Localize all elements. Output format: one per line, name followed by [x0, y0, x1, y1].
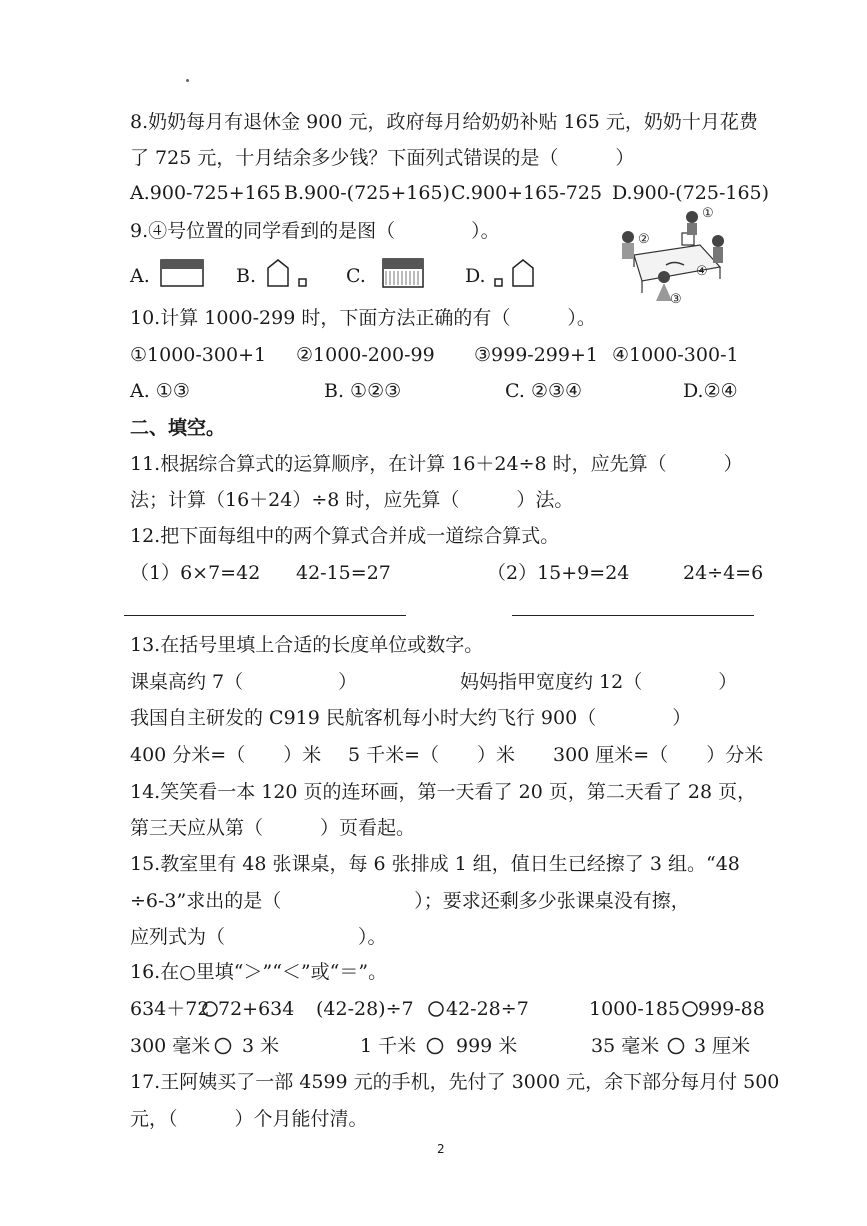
q8-option-b: B.900-(725+165) [284, 182, 450, 204]
q16-r2c-left: 35 毫米 [591, 1035, 660, 1057]
svg-text:③: ③ [670, 292, 682, 307]
q12-text: 12.把下面每组中的两个算式合并成一道综合算式。 [130, 525, 560, 547]
q12-group2-a: （2）15+9=24 [487, 562, 630, 584]
q8-option-d: D.900-(725-165) [612, 182, 770, 204]
q13-item-c: 我国自主研发的 C919 民航客机每小时大约飞行 900（ ） [130, 707, 692, 729]
q16-r1a-left: 634＋72 [130, 998, 210, 1020]
q15-line2: ÷6-3”求出的是（ ）；要求还剩多少张课桌没有擦， [130, 890, 690, 912]
q13-item-f: 300 厘米=（ ）分米 [553, 744, 764, 766]
q15-line3: 应列式为（ ）。 [130, 926, 387, 948]
q16-r1c-left: 1000-185 [589, 998, 681, 1020]
q9-option-c: C. [346, 265, 366, 287]
svg-text:①: ① [702, 206, 714, 221]
q16-r2b-left: 1 千米 [360, 1035, 417, 1057]
section-title: 二、填空。 [130, 417, 226, 439]
q16-r1a-circle-icon[interactable] [202, 1000, 218, 1018]
q11-line1: 11.根据综合算式的运算顺序，在计算 16＋24÷8 时，应先算（ ） [130, 453, 743, 475]
q10-method-3: ③999-299+1 [474, 344, 598, 366]
q12-group1-b: 42-15=27 [296, 562, 391, 584]
q10-option-c: C. ②③④ [505, 380, 583, 402]
q16-r2c-circle-icon[interactable] [667, 1037, 685, 1055]
q10-method-2: ②1000-200-99 [296, 344, 435, 366]
q16-r2a-right: 3 米 [242, 1035, 280, 1057]
q9-option-b: B. [236, 265, 257, 287]
q12-group2-b: 24÷4=6 [683, 562, 764, 584]
q10-option-a: A. ①③ [130, 380, 190, 402]
q13-item-b: 妈妈指甲宽度约 12（ ） [460, 671, 738, 693]
q16-r1b-right: 42-28÷7 [446, 998, 529, 1020]
page-number: 2 [437, 1142, 445, 1156]
q16-r1c-right: 999-88 [698, 998, 765, 1020]
q10-option-b: B. ①②③ [324, 380, 402, 402]
q9-c-shape-icon [382, 258, 428, 290]
q9-scene-figure [612, 205, 734, 317]
q13-item-a: 课桌高约 7（ ） [130, 671, 358, 693]
q11-line2: 法；计算（16＋24）÷8 时，应先算（ ）法。 [130, 489, 574, 511]
q9-d-shape-icon [493, 258, 541, 290]
q8-line1: 8.奶奶每月有退休金 900 元，政府每月给奶奶补贴 165 元，奶奶十月花费 [130, 111, 758, 133]
q15-line1: 15.教室里有 48 张课桌，每 6 张排成 1 组，值日生已经擦了 3 组。“48 [130, 853, 740, 875]
q10-text: 10.计算 1000-299 时，下面方法正确的有（ ）。 [130, 307, 596, 329]
q16-r1c-circle-icon[interactable] [682, 1000, 698, 1018]
q16-text: 16.在○里填“＞”“＜”或“＝”。 [130, 961, 388, 983]
q9-a-shape-icon [160, 259, 206, 289]
q16-r1b-left: (42-28)÷7 [316, 998, 414, 1020]
q14-line1: 14.笑笑看一本 120 页的连环画，第一天看了 20 页，第二天看了 28 页， [130, 781, 757, 803]
q8-line2: 了 725 元，十月结余多少钱？下面列式错误的是（ ） [130, 147, 635, 169]
q9-b-shape-icon [266, 258, 316, 290]
q9-option-a: A. [130, 265, 150, 287]
q12-answer-line-1[interactable] [124, 615, 406, 616]
q10-option-d: D.②④ [683, 380, 738, 402]
q10-method-1: ①1000-300+1 [130, 344, 267, 366]
q16-r2b-circle-icon[interactable] [426, 1037, 444, 1055]
svg-text:④: ④ [696, 264, 708, 279]
q17-line1: 17.王阿姨买了一部 4599 元的手机，先付了 3000 元，余下部分每月付 500 [130, 1071, 780, 1093]
q16-r2a-left: 300 毫米 [130, 1035, 211, 1057]
q13-item-d: 400 分米=（ ）米 [130, 744, 322, 766]
scan-speck [186, 79, 189, 82]
q12-answer-line-2[interactable] [512, 615, 754, 616]
q16-r2a-circle-icon[interactable] [214, 1037, 232, 1055]
q9-option-d: D. [465, 265, 486, 287]
q12-group1-a: （1）6×7=42 [130, 562, 261, 584]
q16-r1b-circle-icon[interactable] [428, 1000, 444, 1018]
q16-r2c-right: 3 厘米 [694, 1035, 751, 1057]
q10-method-4: ④1000-300-1 [612, 344, 739, 366]
q9-text: 9.④号位置的同学看到的是图（ ）。 [130, 220, 500, 242]
q8-option-a: A.900-725+165 [130, 182, 281, 204]
q14-line2: 第三天应从第（ ）页看起。 [130, 817, 416, 839]
svg-text:②: ② [638, 232, 650, 247]
q8-option-c: C.900+165-725 [451, 182, 603, 204]
q16-r1a-right: 72+634 [218, 998, 295, 1020]
q16-r2b-right: 999 米 [456, 1035, 518, 1057]
q13-item-e: 5 千米=（ ）米 [348, 744, 516, 766]
q13-text: 13.在括号里填上合适的长度单位或数字。 [130, 634, 484, 656]
q17-line2: 元，（ ）个月能付清。 [130, 1108, 368, 1130]
